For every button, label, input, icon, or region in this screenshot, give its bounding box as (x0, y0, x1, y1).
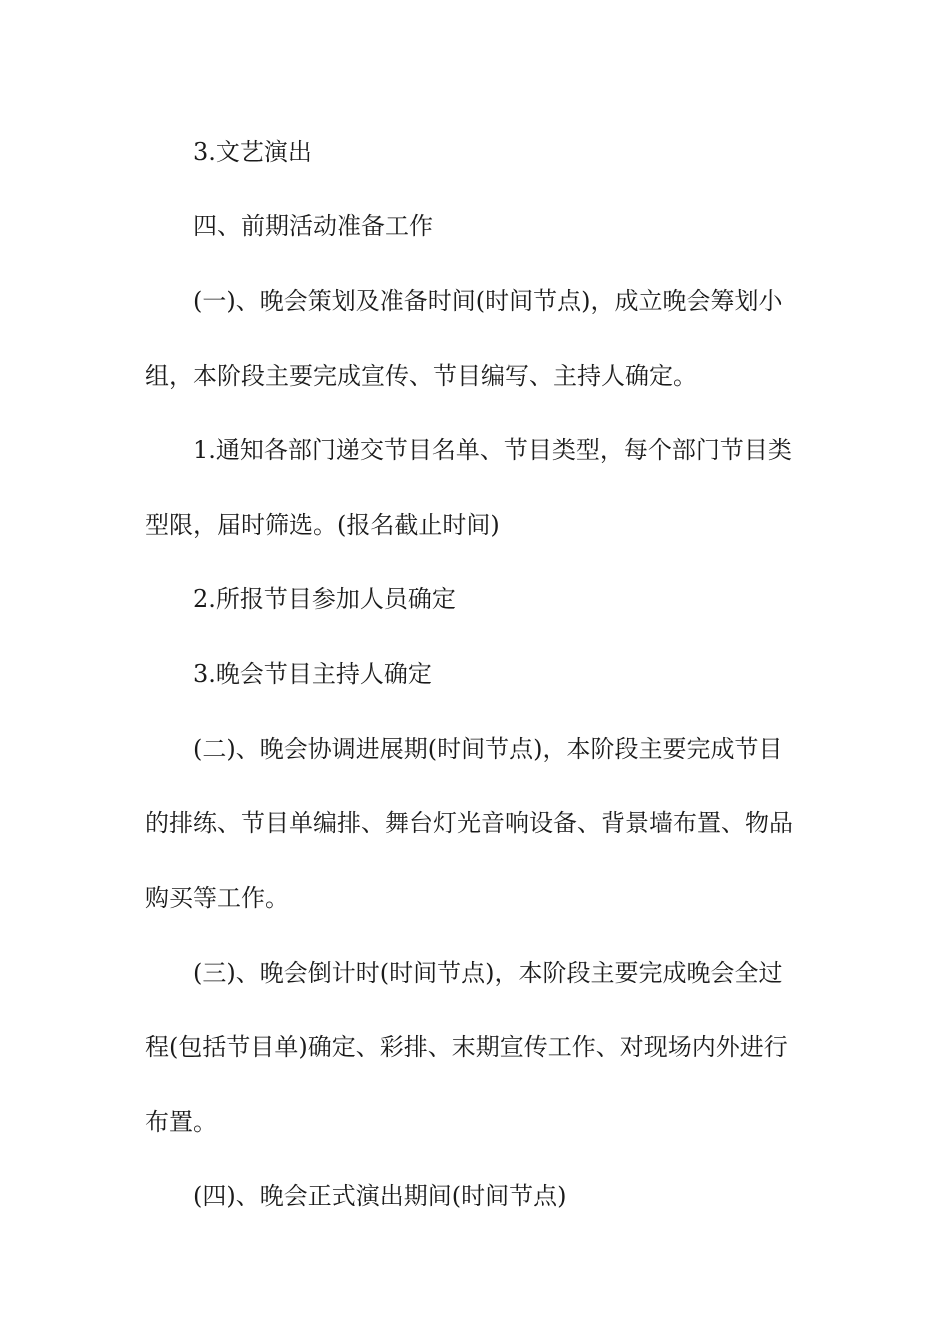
paragraph-3-line-3: 布置。 (145, 1108, 217, 1136)
paragraph-1-line-1: (一)、晚会策划及准备时间(时间节点)，成立晚会筹划小 (193, 287, 783, 315)
list-item-1-line-1: 1.通知各部门递交节目名单、节目类型，每个部门节目类 (193, 436, 792, 464)
list-item-3: 3.晚会节目主持人确定 (193, 660, 432, 688)
list-item-performance: 3.文艺演出 (193, 138, 312, 166)
paragraph-1-line-2: 组，本阶段主要完成宣传、节目编写、主持人确定。 (145, 362, 697, 390)
paragraph-2-line-3: 购买等工作。 (145, 884, 289, 912)
paragraph-3-line-2: 程(包括节目单)确定、彩排、末期宣传工作、对现场内外进行 (145, 1033, 788, 1061)
paragraph-3-line-1: (三)、晚会倒计时(时间节点)，本阶段主要完成晚会全过 (193, 959, 783, 987)
paragraph-2-line-2: 的排练、节目单编排、舞台灯光音响设备、背景墙布置、物品 (145, 809, 793, 837)
list-item-1-line-2: 型限，届时筛选。(报名截止时间) (145, 511, 500, 539)
list-item-2: 2.所报节目参加人员确定 (193, 585, 456, 613)
paragraph-4-line-1: (四)、晚会正式演出期间(时间节点) (193, 1182, 567, 1210)
section-heading-preparation: 四、前期活动准备工作 (193, 212, 433, 240)
paragraph-2-line-1: (二)、晚会协调进展期(时间节点)，本阶段主要完成节目 (193, 735, 783, 763)
